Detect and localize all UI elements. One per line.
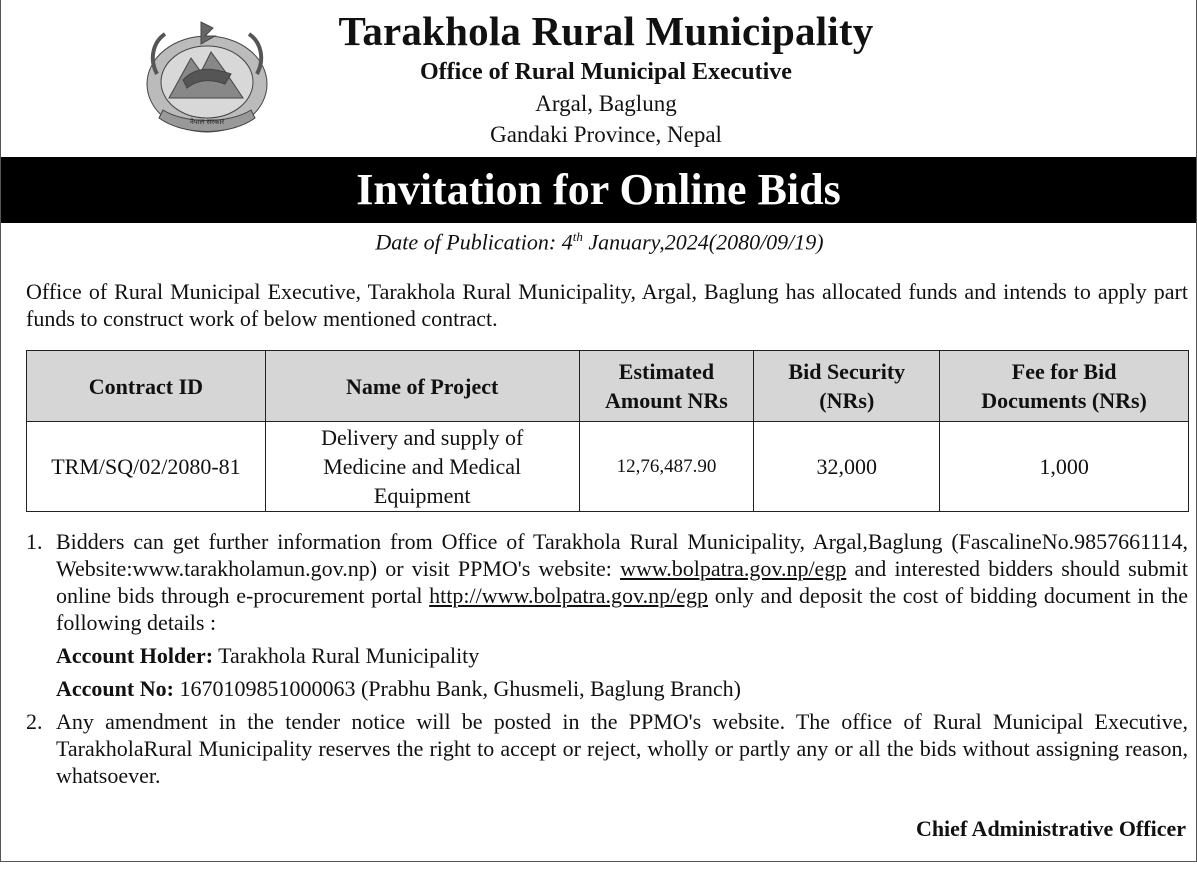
cell-amount: 12,76,487.90 xyxy=(579,422,754,512)
cell-contract-id: TRM/SQ/02/2080-81 xyxy=(27,422,266,512)
publication-date xyxy=(1,229,1197,255)
pubdate-sup: th xyxy=(572,229,583,244)
svg-text:नेपाल सरकार: नेपाल सरकार xyxy=(189,118,225,126)
header-project: Name of Project xyxy=(265,351,579,422)
note-1 xyxy=(26,528,1188,636)
header-security-l1: Bid Security xyxy=(788,359,906,384)
table-header-row xyxy=(27,351,1189,422)
note-1-text-a: Bidders can get further information from Office of Tarakhola Rural Municipality, Argal,Baglung (FascalineNo.9857661114, Website:www.tarakholamun.gov.np) or visit PPMO's website: xyxy=(56,529,1188,581)
header-security-l2: (NRs) xyxy=(819,388,875,413)
notes-list xyxy=(26,528,1188,789)
cell-security: 32,000 xyxy=(754,422,940,512)
account-holder-value: Tarakhola Rural Municipality xyxy=(213,643,480,668)
account-holder-label: Account Holder: xyxy=(56,643,214,668)
letterhead xyxy=(201,6,1011,150)
header-amount-l2: Amount NRs xyxy=(605,388,728,413)
note-1-text-b: and interested bidders should submit online bids through e-procurement portal xyxy=(56,556,1188,608)
project-line-2: Medicine and Medical xyxy=(323,454,522,479)
note-1-number: 1. xyxy=(26,529,43,554)
bolpatra-link-1[interactable]: www.bolpatra.gov.np/egp xyxy=(620,556,847,581)
header-amount-l1: Estimated xyxy=(618,359,715,384)
cell-project xyxy=(265,422,579,512)
municipality-name: Tarakhola Rural Municipality xyxy=(338,8,874,54)
note-2 xyxy=(26,708,1188,789)
address-line-2: Gandaki Province, Nepal xyxy=(490,122,722,147)
contract-table xyxy=(26,350,1189,512)
account-number xyxy=(26,675,1188,702)
note-1-text-c: only and deposit the cost of bidding document in the following details : xyxy=(56,583,1188,635)
notice-title-banner: Invitation for Online Bids xyxy=(1,157,1196,223)
project-line-1: Delivery and supply of xyxy=(321,425,524,450)
header-fee-l2: Documents (NRs) xyxy=(981,388,1147,413)
pubdate-rest: January,2024(2080/09/19) xyxy=(582,229,824,255)
intro-paragraph: Office of Rural Municipal Executive, Tarakhola Rural Municipality, Argal, Baglung has allocated funds and intends to apply part funds to construct work of below mentioned contract. xyxy=(26,279,1188,331)
pubdate-prefix: Date of Publication: 4 xyxy=(375,229,573,255)
header-security xyxy=(754,351,940,422)
account-number-value: 1670109851000063 (Prabhu Bank, Ghusmeli, Baglung Branch) xyxy=(173,676,741,701)
note-2-text: Any amendment in the tender notice will be posted in the PPMO's website. The office of Rural Municipal Executive, TarakholaRural Municipality reserves the right to accept or reject, wholly or partly any or all the bids without assigning reason, whatsoever. xyxy=(56,709,1188,788)
header-fee-l1: Fee for Bid xyxy=(1011,359,1117,384)
note-2-number: 2. xyxy=(26,709,43,734)
table-row xyxy=(27,422,1189,512)
bolpatra-link-2[interactable]: http://www.bolpatra.gov.np/egp xyxy=(429,583,708,608)
header-fee xyxy=(940,351,1189,422)
cell-fee: 1,000 xyxy=(940,422,1189,512)
account-number-label: Account No: xyxy=(56,676,174,701)
office-name: Office of Rural Municipal Executive xyxy=(420,59,792,85)
address-line-1: Argal, Baglung xyxy=(535,91,677,116)
account-holder xyxy=(26,642,1188,669)
header-contract-id: Contract ID xyxy=(27,351,266,422)
project-line-3: Equipment xyxy=(373,483,471,508)
signatory-title: Chief Administrative Officer xyxy=(915,816,1186,841)
header-amount xyxy=(579,351,754,422)
